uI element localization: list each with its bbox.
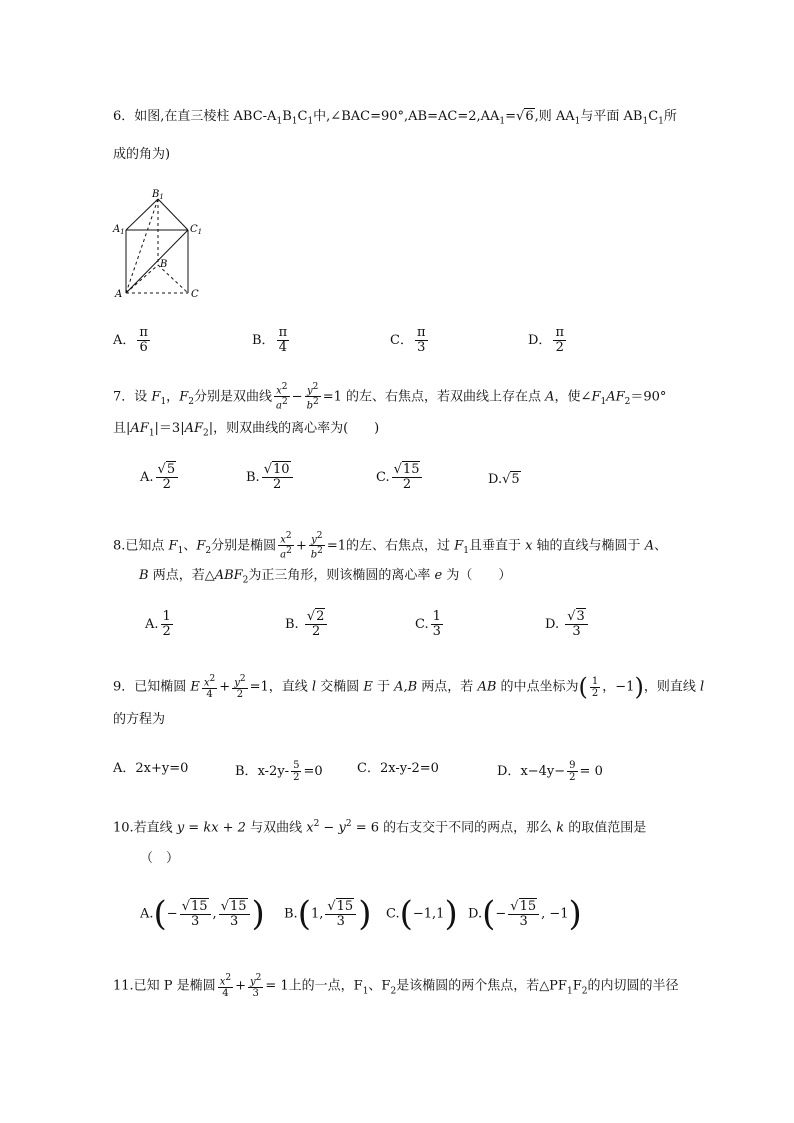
q9-option-d[interactable]: D．x−4y− $\frac{9}{2}$ = 0 bbox=[497, 760, 603, 783]
q10-option-d[interactable]: D.(− $\frac{√15}{3}$ , −1) bbox=[468, 894, 582, 934]
q8-stem-line1: 8.已知点 $F_1$、$F_2$分别是椭圆 $\frac{x^2}{a^2}$ + $\frac{y^2}{b^2}$ =1的左、右焦点，过 $F_1$且垂直于 x 轴的直线与椭圆于 A、 bbox=[113, 531, 668, 561]
q10-option-b[interactable]: B.(1, $\frac{√15}{3}$ ) bbox=[284, 894, 372, 934]
q10-stem-line1: 10.若直线 y = kx + 2 与双曲线 $x^2 - y^2 = 6$ 的右支交于不同的两点，那么 k 的取值范围是 bbox=[113, 819, 647, 836]
q8-option-b[interactable]: B. $\frac{√2}{2}$ bbox=[285, 610, 329, 639]
q10-option-a[interactable]: A.(− $\frac{√15}{3}$ , $\frac{√15}{3}$ ) bbox=[140, 894, 265, 934]
sqrt-six: √6 bbox=[516, 109, 534, 124]
q8-option-c[interactable]: C. $\frac{1}{3}$ bbox=[415, 609, 441, 639]
q7-option-b[interactable]: B. $\frac{√10}{2}$ bbox=[246, 463, 295, 492]
q7-option-d[interactable]: D.√5 bbox=[488, 472, 520, 487]
q9-stem-line2: 的方程为 bbox=[113, 712, 166, 727]
q6-stem-line2: 成的角为) bbox=[113, 147, 171, 162]
q10-option-c[interactable]: C.(−1,1) bbox=[386, 894, 458, 934]
q7-option-a[interactable]: A. $\frac{√5}{2}$ bbox=[140, 463, 180, 492]
q6-stem-line1: 6．如图,在直三棱柱 ABC-$A_1B_1C_1$中$,\angle BAC=90^\circ,AB=AC=2,AA_1=√6$,则 $AA_1$与平面 $AB_1C_1$所 bbox=[113, 109, 677, 127]
q6-option-b[interactable]: B． $\frac{\pi}{4}$ bbox=[252, 325, 288, 355]
q8-option-a[interactable]: A. $\frac{1}{2}$ bbox=[145, 609, 171, 639]
label-c1: $C_1$ bbox=[190, 224, 203, 236]
label-a1: $A_1$ bbox=[113, 224, 125, 236]
q7-option-c[interactable]: C. $\frac{√15}{2}$ bbox=[376, 463, 424, 492]
q9-option-c[interactable]: C．2x-y-2=0 bbox=[357, 761, 439, 776]
label-a: A bbox=[115, 289, 123, 300]
q8-stem-line2: B 两点，若$\triangle ABF_2$为正三角形，则该椭圆的离心率 e 为（ ） bbox=[139, 568, 512, 586]
prism-figure bbox=[110, 185, 205, 303]
q6-option-d[interactable]: D． $\frac{\pi}{2}$ bbox=[528, 325, 564, 355]
label-b1: $B_1$ bbox=[152, 189, 164, 201]
q10-stem-line2: （ ） bbox=[140, 851, 180, 866]
q7-stem-line1: 7．设 $F_1$，$F_2$分别是双曲线 $\frac{x^2}{a^2}$ − $\frac{y^2}{b^2}$ =1 的左、右焦点，若双曲线上存在点 A，使$\angle F_1AF_2=90^\circ$ bbox=[113, 382, 667, 412]
q9-option-b[interactable]: B．x-2y- $\frac{5}{2}$ =0 bbox=[235, 760, 323, 783]
q9-option-a[interactable]: A．2x+y=0 bbox=[113, 761, 189, 776]
q8-option-d[interactable]: D. $\frac{√3}{3}$ bbox=[545, 610, 590, 639]
q11-stem-line1: 11.已知 P 是椭圆 $\frac{x^2}{4}$ + $\frac{y^2}{3}$ = 1上的一点，$F_1$、$F_2$是该椭圆的两个焦点，若$\triangle PF_1F_2$的内切圆的半径 bbox=[113, 973, 679, 1000]
label-b: B bbox=[160, 259, 168, 270]
q6-option-c[interactable]: C． $\frac{\pi}{3}$ bbox=[390, 325, 426, 355]
q7-stem-line2: 且$|AF_1|=3|AF_2|$，则双曲线的离心率为( ) bbox=[113, 421, 380, 439]
q6-option-a[interactable]: A． $\frac{\pi}{6}$ bbox=[113, 325, 148, 355]
label-c: C bbox=[191, 289, 199, 300]
q9-stem-line1: 9．已知椭圆 E $\frac{x^2}{4}$ + $\frac{y^2}{2}$ =1，直线 l 交椭圆 E 于 A,B 两点，若 AB 的中点坐标为( $\frac{1}{2}$ ，−1)，则直线 l bbox=[113, 673, 705, 702]
